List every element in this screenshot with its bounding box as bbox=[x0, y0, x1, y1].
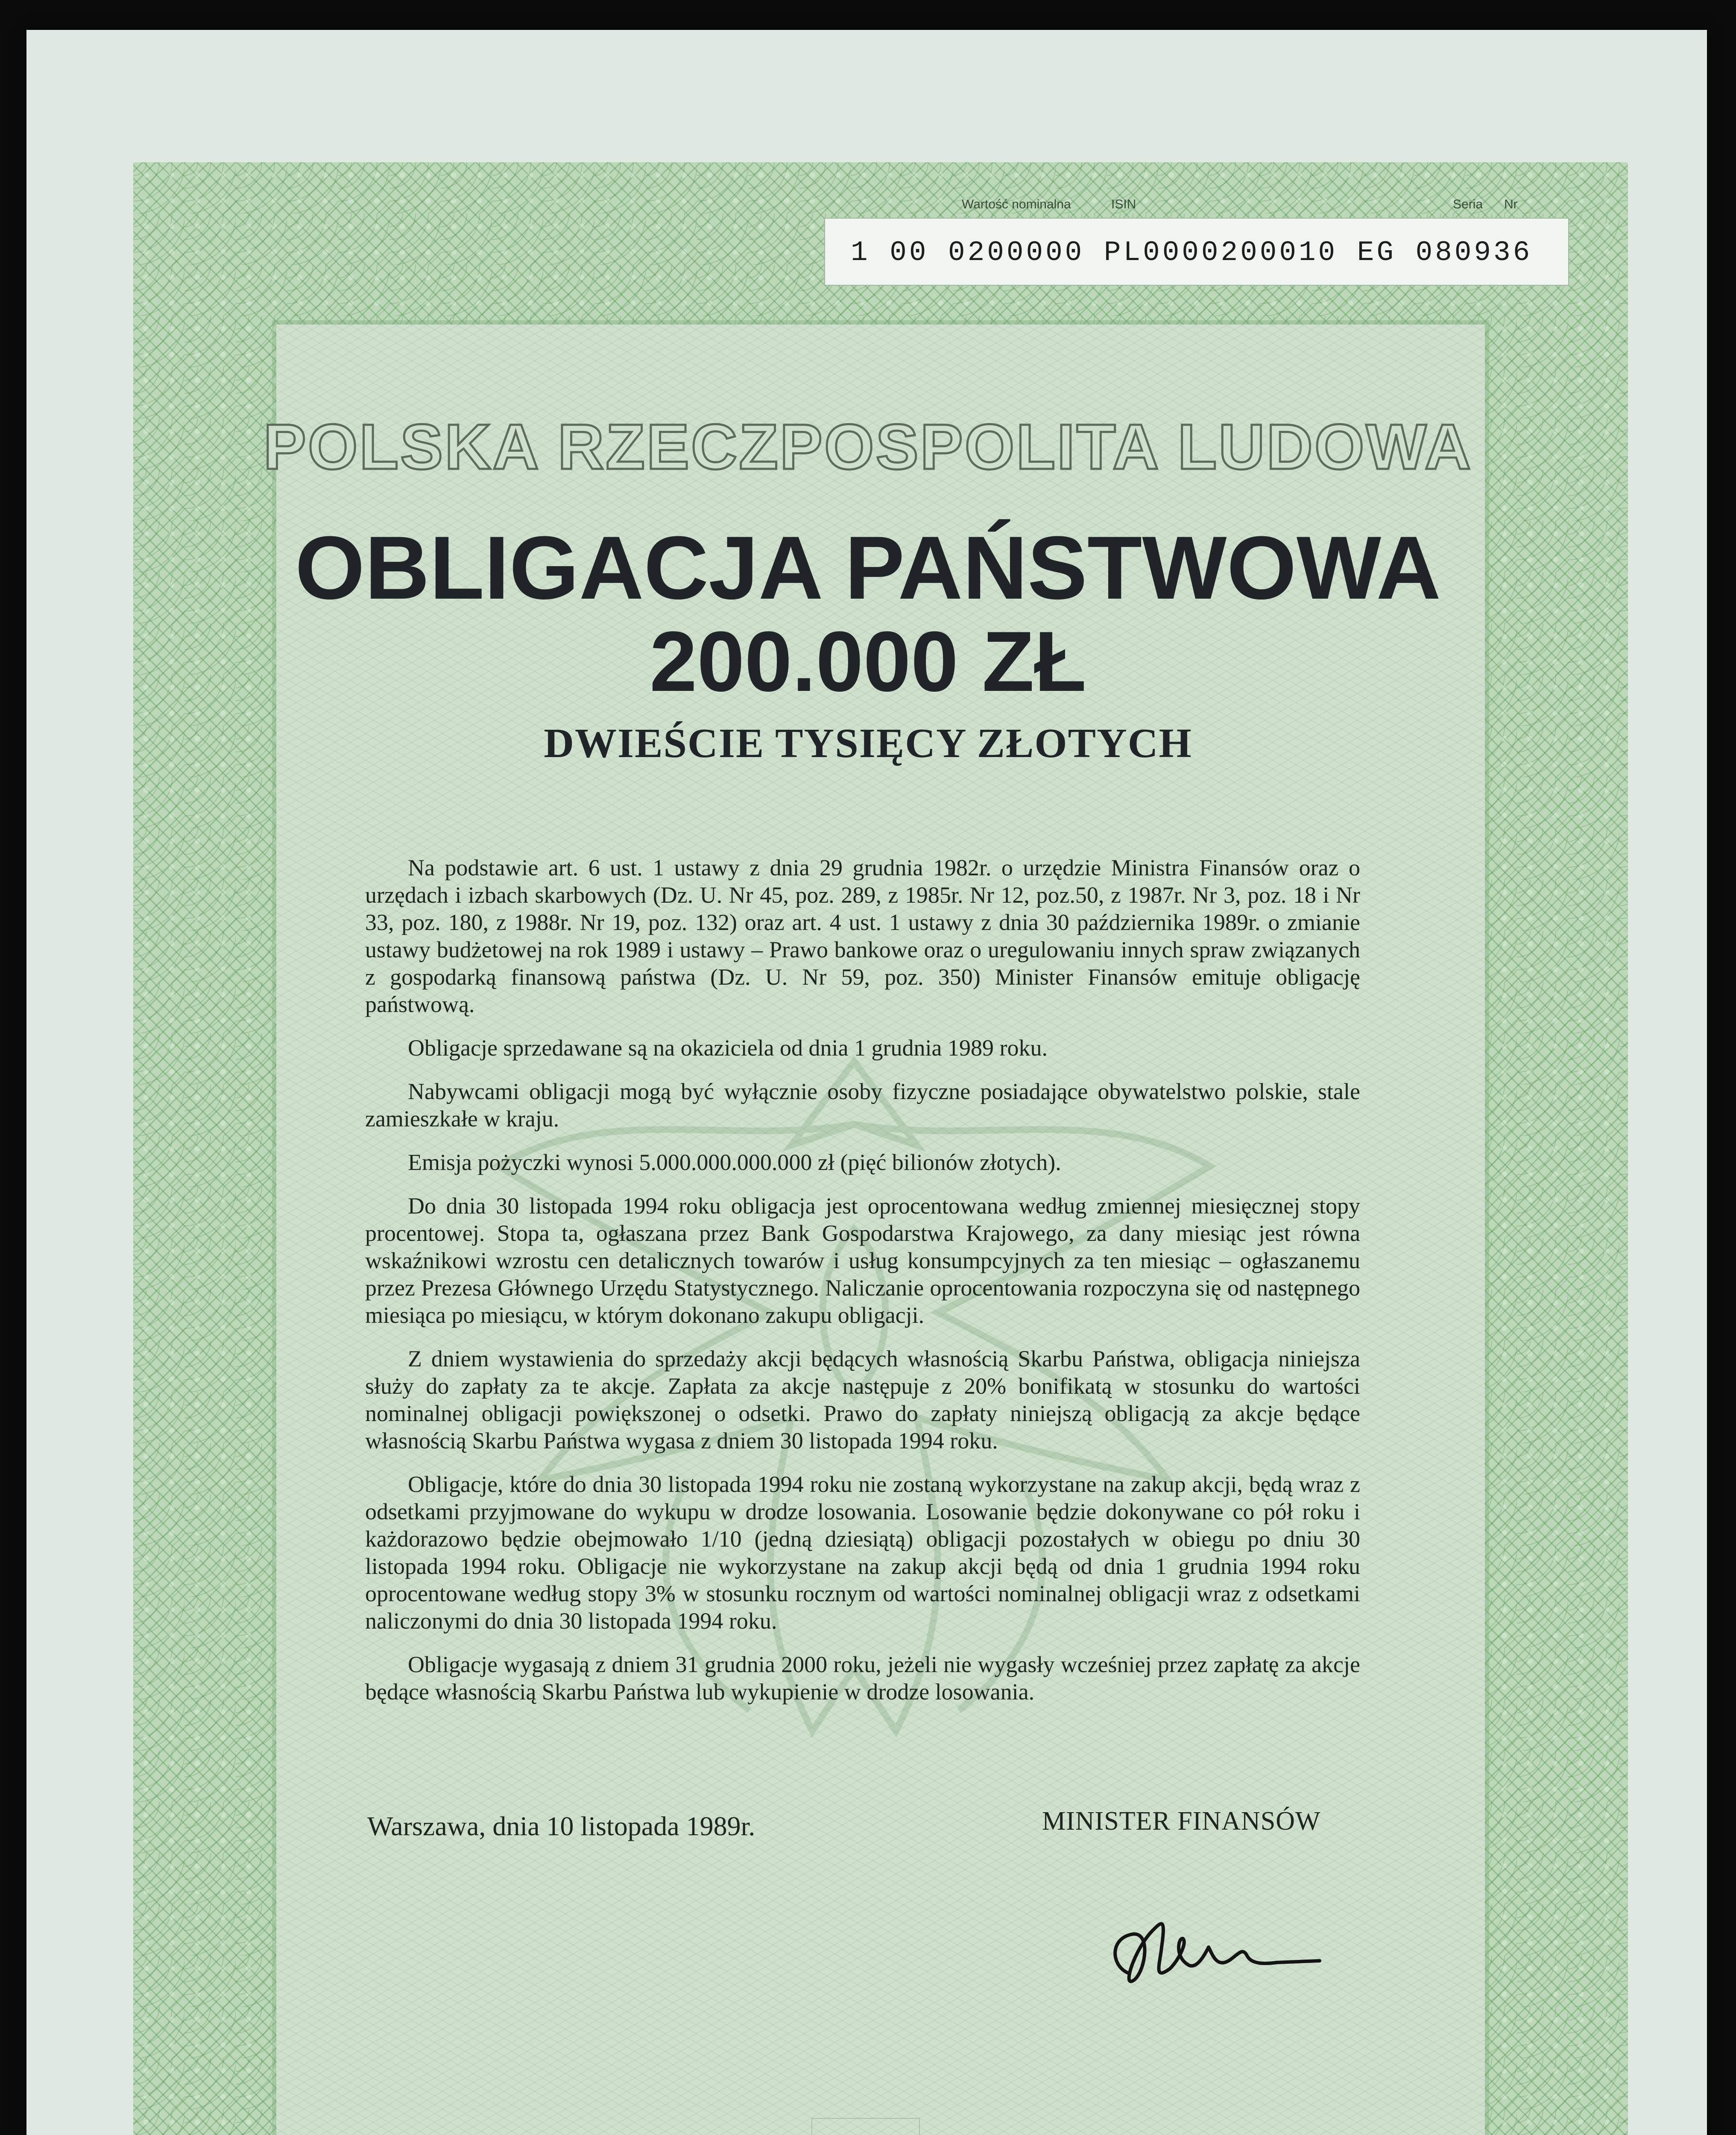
terms-paragraph: Na podstawie art. 6 ust. 1 ustawy z dnia 29 grudnia 1982r. o urzędzie Ministra Finansów oraz o urzędach i izbach skarbowych (Dz. U. Nr 45, poz. 289, z 1985r. Nr 12, poz.50, z 1987r. Nr 3, poz. 18 i Nr 33, poz. 180, z 1988r. Nr 19, poz. 132) oraz art. 4 ust. 1 ustawy z dnia 30 października 1989r. o zmianie ustawy budżetowej na rok 1989 i ustawy – Prawo bankowe oraz o uregulowaniu innych spraw związanych z gospodarką finansową państwa (Dz. U. Nr 59, poz. 350) Minister Finansów emituje obligację państwową. bbox=[365, 855, 1360, 1017]
nominal-value-label: Wartość nominalna bbox=[962, 197, 1071, 211]
printer-mark bbox=[811, 2118, 920, 2135]
place-and-date: Warszawa, dnia 10 listopada 1989r. bbox=[367, 1811, 755, 1841]
terms-paragraph: Obligacje, które do dnia 30 listopada 1994 roku nie zostaną wykorzystane na zakup akcji, będą wraz z odsetkami przyjmowane do wykupu w drodze losowania. Losowanie będzie dokonywane co pół roku i każdorazowo będzie obejmowało 1/10 (jedną dziesiątą) obligacji pozostałych w obiegu po dniu 30 listopada 1994 roku. Obligacje nie wykorzystane na zakup akcji będą od dnia 1 grudnia 1994 roku oprocentowane według stopy 3% w stosunku rocznym od wartości nominalnej obligacji wraz z odsetkami naliczonymi do dnia 30 listopada 1994 roku. bbox=[365, 1471, 1360, 1634]
terms-paragraph: Do dnia 30 listopada 1994 roku obligacja jest oprocentowana według zmiennej miesięcznej stopy procentowej. Stopa ta, ogłaszana przez Bank Gospodarstwa Krajowego, za dany miesiąc jest równa wskaźnikowi wzrostu cen detalicznych towarów i usług konsumpcyjnych za ten miesiąc – ogłaszanemu przez Prezesa Głównego Urzędu Statystycznego. Naliczanie oprocentowania rozpoczyna się od następnego miesiąca po miesiącu, w którym dokonano zakupu obligacji. bbox=[365, 1193, 1360, 1328]
terms-paragraph: Obligacje wygasają z dniem 31 grudnia 2000 roku, jeżeli nie wygasły wcześniej przez zapłatę za akcje będące własnością Skarbu Państwa lub wykupienie w drodze losowania. bbox=[365, 1652, 1360, 1705]
country-name: POLSKA RZECZPOSPOLITA LUDOWA bbox=[263, 411, 1473, 483]
nominal-amount: 200.000 ZŁ bbox=[650, 614, 1086, 709]
bond-terms-text bbox=[365, 854, 1360, 1722]
serial-number-box bbox=[824, 197, 1569, 286]
terms-paragraph: Emisja pożyczki wynosi 5.000.000.000.000 zł (pięć bilionów złotych). bbox=[408, 1149, 1061, 1175]
document-title: OBLIGACJA PAŃSTWOWA bbox=[295, 518, 1441, 618]
signatory-title: MINISTER FINANSÓW bbox=[1042, 1807, 1321, 1836]
terms-paragraph: Nabywcami obligacji mogą być wyłącznie osoby fizyczne posiadające obywatelstwo polskie, stale zamieszkałe w kraju. bbox=[365, 1079, 1360, 1132]
amount-in-words: DWIEŚCIE TYSIĘCY ZŁOTYCH bbox=[544, 720, 1192, 766]
number-label: Nr bbox=[1504, 197, 1518, 211]
serial-labels bbox=[825, 195, 1568, 216]
terms-paragraph: Z dniem wystawienia do sprzedaży akcji będących własnością Skarbu Państwa, obligacja niniejsza służy do zapłaty za te akcje. Zapłata za akcje następuje z 20% bonifikatą w stosunku do wartości nominalnej obligacji powiększonej o odsetki. Prawo do zapłaty niniejszą obligacją za akcje będące własnością Skarbu Państwa wygasa z dniem 30 listopada 1994 roku. bbox=[365, 1346, 1360, 1454]
handwritten-signature bbox=[1093, 1896, 1332, 2007]
terms-paragraph: Obligacje sprzedawane są na okaziciela od dnia 1 grudnia 1989 roku. bbox=[408, 1035, 1048, 1061]
isin-label: ISIN bbox=[1111, 197, 1136, 211]
serial-line: 1 00 0200000 PL0000200010 EG 080936 bbox=[851, 237, 1533, 269]
series-label: Seria bbox=[1453, 197, 1483, 211]
